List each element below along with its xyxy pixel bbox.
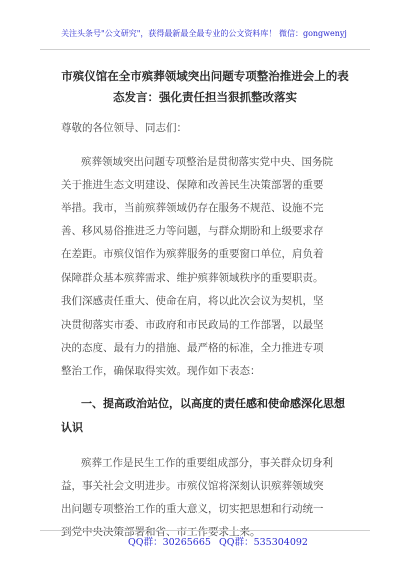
section-heading: 认识 [61,421,83,434]
title-line: 态发言：强化责任担当狠抓整改落实 [113,90,297,104]
body-line: 到党中央决策部署和省、市工作要求上来。 [61,526,261,538]
header-divider [40,49,370,50]
body-line: 出问题专项整治工作的重大意义，切实把思想和行动统一 [61,503,324,515]
body-line: 善、移风易俗推进乏力等问题，与群众期盼和上级要求存 [61,225,324,237]
body-line: 整治工作，确保取得实效。现作如下表态： [61,365,261,377]
body-line: 决贯彻落实市委、市政府和市民政局的工作部署，以最坚 [61,319,324,331]
body-line: 决的态度、最有力的措施、最严格的标准，全力推进专项 [61,342,324,354]
footer-divider [40,530,370,531]
header-banner: 关注头条号"公文研究"，获得最新最全最专业的公文资料库！ 微信：gongwenyj [61,29,347,38]
body-line: 保障群众基本殡葬需求、维护殡葬领域秩序的重要职责。 [61,272,324,284]
body-line: 殡葬工作是民生工作的重要组成部分，事关群众切身利 [81,457,333,469]
body-line: 关于推进生态文明建设、保障和改善民生决策部署的重要 [61,179,324,191]
footer-qq-group-1: QQ群：30265665 [128,537,211,548]
body-line: 我们深感责任重大、使命在肩，将以此次会议为契机，坚 [61,295,324,307]
footer-qq-group-2: QQ群：535304092 [219,537,308,548]
body-line: 举措。我市，当前殡葬领域仍存在服务不规范、设施不完 [61,202,324,214]
body-line: 益，事关社会文明进步。市殡仪馆将深刻认识殡葬领域突 [61,480,324,492]
title-line: 市殡仪馆在全市殡葬领域突出问题专项整治推进会上的表 [61,69,349,83]
body-line: 在差距。市殡仪馆作为殡葬服务的重要窗口单位，肩负着 [61,248,324,260]
document-title [50,66,360,108]
salutation: 尊敬的各位领导、同志们： [61,122,187,134]
section-heading: 一、提高政治站位，以高度的责任感和使命感深化思想 [81,397,345,410]
body-line: 殡葬领域突出问题专项整治是贯彻落实党中央、国务院 [81,156,333,168]
